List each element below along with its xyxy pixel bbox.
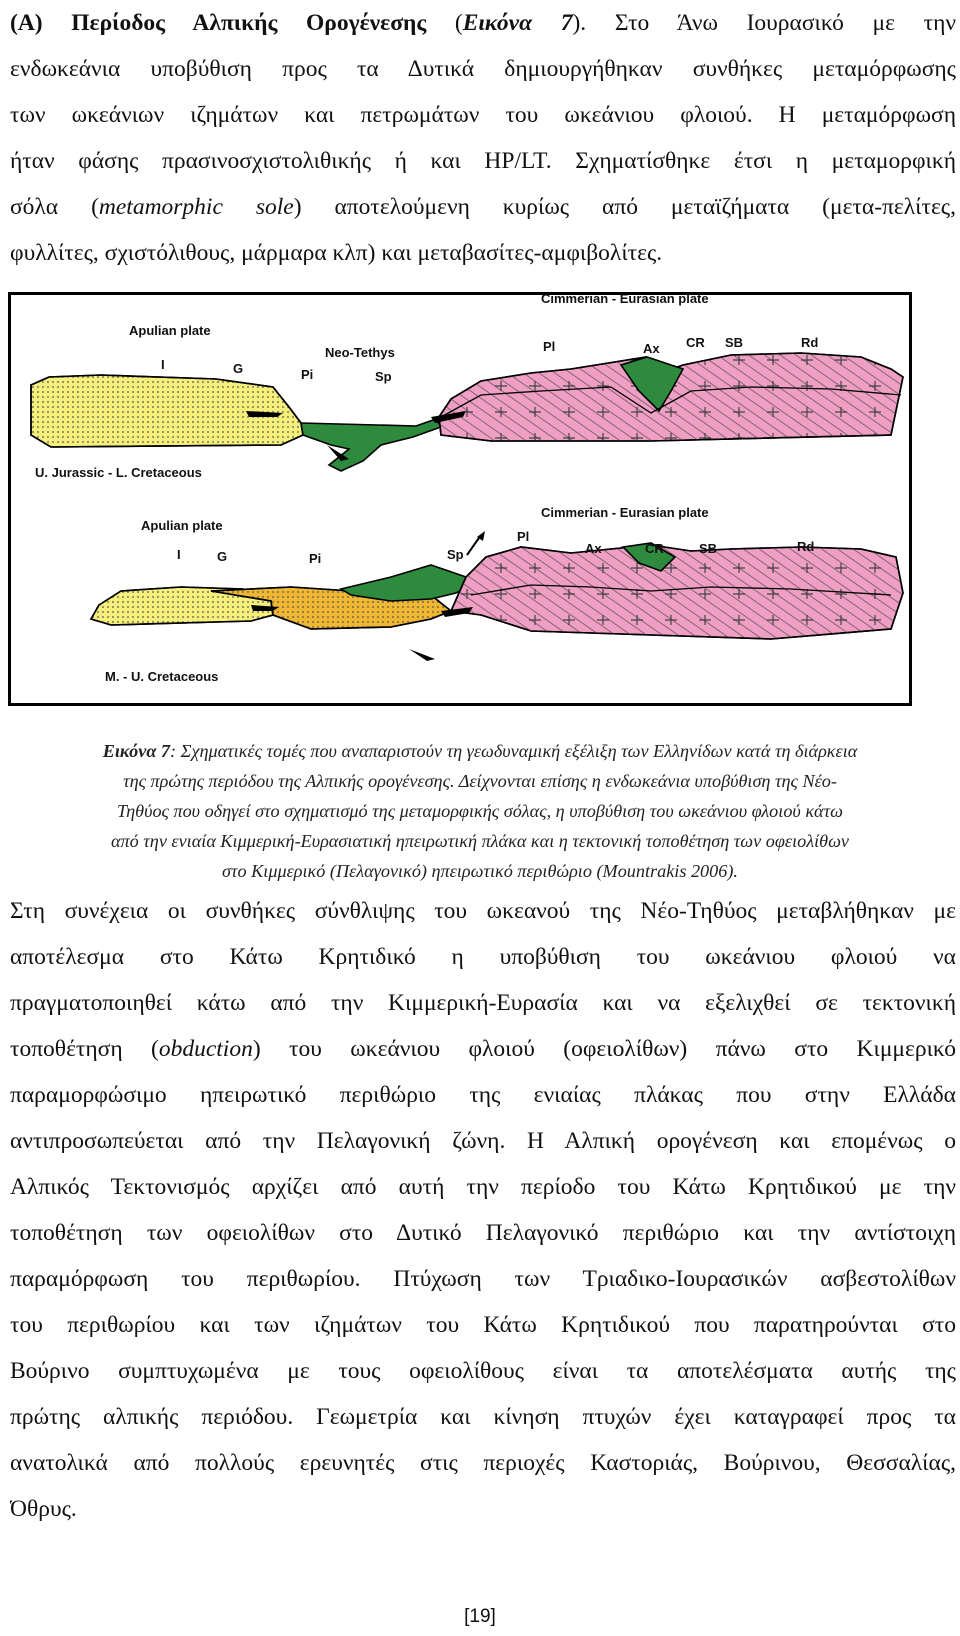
geological-cross-section-figure: [8, 292, 912, 706]
label-rd-bottom: Rd: [797, 539, 815, 554]
intro-line-3: των ωκεάνιων ιζημάτων και πετρωμάτων του ωκεάνιου φλοιού. Η μεταμόρφωση: [10, 102, 956, 128]
label-pl-top: Pl: [543, 339, 556, 354]
intro-line-2: ενδωκεάνια υποβύθιση προς τα Δυτικά δημιουργήθηκαν συνθήκες μεταμόρφωσης: [10, 56, 956, 82]
cross-section-drawing: [11, 295, 909, 703]
label-ax-bottom: Ax: [585, 541, 602, 556]
body-line-6: αντιπροσωπεύεται από την Πελαγονική ζώνη. Η Αλπική ορογένεση και επομένως ο: [10, 1128, 956, 1154]
label-apulian-plate-top: Apulian plate: [129, 323, 211, 338]
label-sb-top: SB: [725, 335, 744, 350]
label-g-top: G: [233, 361, 244, 376]
intro-line-4: ήταν φάσης πρασινοσχιστολιθικής ή και HP/LT. Σχηματίσθηκε έτσι η μεταμορφική: [10, 148, 956, 174]
label-pi-top: Pi: [301, 367, 314, 382]
intro-line-1: (Α) Περίοδος Αλπικής Ορογένεσης (Εικόνα 7). Στο Άνω Ιουρασικό με την: [10, 10, 956, 36]
caption-line-4: από την ενιαία Κιμμερική-Ευρασιατική ηπειρωτική πλάκα και η τεκτονική τοποθέτηση των οφειολίθων: [110, 831, 850, 851]
label-g-bottom: G: [217, 549, 228, 564]
italic-term: metamorphic sole: [98, 194, 294, 220]
body-line-10: του περιθωρίου και των ιζημάτων του Κάτω Κρητιδικού που παρατηρούνται στο: [10, 1312, 956, 1338]
label-period-top: U. Jurassic - L. Cretaceous: [35, 465, 202, 480]
body-line-7: Αλπικός Τεκτονισμός αρχίζει από αυτή την περίοδο του Κάτω Κρητιδικού με την: [10, 1174, 956, 1200]
intro-line-5: σόλα (metamorphic sole) αποτελούμενη κυρίως από μεταϊζήματα (μετα-πελίτες,: [10, 194, 956, 220]
label-cimmerian-plate-top: Cimmerian - Eurasian plate: [541, 295, 709, 306]
label-i-bottom: I: [177, 547, 181, 562]
label-period-bottom: M. - U. Cretaceous: [105, 669, 219, 684]
label-pi-bottom: Pi: [309, 551, 322, 566]
body-line-14: Όθρυς.: [10, 1496, 77, 1522]
body-line-9: παραμόρφωση του περιθωρίου. Πτύχωση των Τριαδικο-Ιουρασικών ασβεστολίθων: [10, 1266, 956, 1292]
intro-line-6: φυλλίτες, σχιστόλιθους, μάρμαρα κλπ) και μεταβασίτες-αμφιβολίτες.: [10, 240, 663, 266]
label-ax-top: Ax: [643, 341, 660, 356]
caption-line-5: στο Κιμμερικό (Πελαγονικό) ηπειρωτικό περιθώριο (Mountrakis 2006).: [222, 861, 738, 881]
label-sp-top: Sp: [375, 369, 392, 384]
label-neo-tethys: Neo-Tethys: [325, 345, 395, 360]
label-apulian-plate-bottom: Apulian plate: [141, 518, 223, 533]
body-line-1: Στη συνέχεια οι συνθήκες σύνθλιψης του ωκεανού της Νέο-Τηθύος μεταβλήθηκαν με: [10, 898, 956, 924]
body-line-5: παραμορφώσιμο ηπειρωτικό περιθώριο της ενιαίας πλάκας που στην Ελλάδα: [10, 1082, 956, 1108]
caption-line-1: Εικόνα 7: Σχηματικές τομές που αναπαριστούν τη γεωδυναμική εξέλιξη των Ελληνίδων κατά τη διάρκεια: [102, 741, 858, 761]
subduction-arrow-bottom: [409, 649, 435, 661]
neo-tethys-ocean-top: [301, 419, 441, 471]
body-line-13: ανατολικά από πολλούς ερευνητές στις περιοχές Καστοριάς, Βούρινου, Θεσσαλίας,: [10, 1450, 956, 1476]
body-paragraph: [10, 888, 956, 1532]
figure-caption: [0, 736, 960, 886]
label-pl-bottom: Pl: [517, 529, 530, 544]
body-line-11: Βούρινο συμπτυχωμένα με τους οφειολίθους είναι τα αποτελέσματα αυτής της: [10, 1358, 956, 1384]
label-rd-top: Rd: [801, 335, 819, 350]
label-cimmerian-plate-bottom: Cimmerian - Eurasian plate: [541, 505, 709, 520]
caption-label: Εικόνα 7: [102, 741, 171, 761]
body-line-3: πραγματοποιηθεί κάτω από την Κιμμερική-Ευρασία και να εξελιχθεί σε τεκτονική: [10, 990, 956, 1016]
bottom-cross-section: [91, 531, 903, 661]
label-sp-bottom: Sp: [447, 547, 464, 562]
intro-paragraph: [10, 0, 956, 276]
label-cr-bottom: CR: [645, 541, 664, 556]
caption-line-2: της πρώτης περιόδου της Αλπικής ορογένεσης. Δείχνονται επίσης η ενδωκεάνια υποβύθιση της Νέο-: [123, 771, 837, 791]
caption-line-3: Τηθύος που οδηγεί στο σχηματισμό της μεταμορφικής σόλας, η υποβύθιση του ωκεάνιου φλοιού κάτω: [117, 801, 843, 821]
body-line-2: αποτέλεσμα στο Κάτω Κρητιδικό η υποβύθιση του ωκεάνιου φλοιού να: [10, 944, 956, 970]
figure-reference: Εικόνα 7: [462, 10, 573, 36]
label-sb-bottom: SB: [699, 541, 718, 556]
section-heading: (Α) Περίοδος Αλπικής Ορογένεσης: [10, 10, 427, 36]
label-cr-top: CR: [686, 335, 705, 350]
body-line-4: τοποθέτηση (obduction) του ωκεάνιου φλοιού (οφειολίθων) πάνω στο Κιμμερικό: [10, 1036, 956, 1062]
italic-term-obduction: obduction: [158, 1036, 253, 1062]
page-number: [19]: [464, 1606, 496, 1627]
label-i-top: I: [161, 357, 165, 372]
body-line-12: πρώτης αλπικής περιόδου. Γεωμετρία και κίνηση πτυχών έχει καταγραφεί προς τα: [10, 1404, 956, 1430]
apulian-platform-top-texture: [31, 375, 303, 447]
body-line-8: τοποθέτηση των οφειολίθων στο Δυτικό Πελαγονικό περιθώριο και την αντίστοιχη: [10, 1220, 956, 1246]
